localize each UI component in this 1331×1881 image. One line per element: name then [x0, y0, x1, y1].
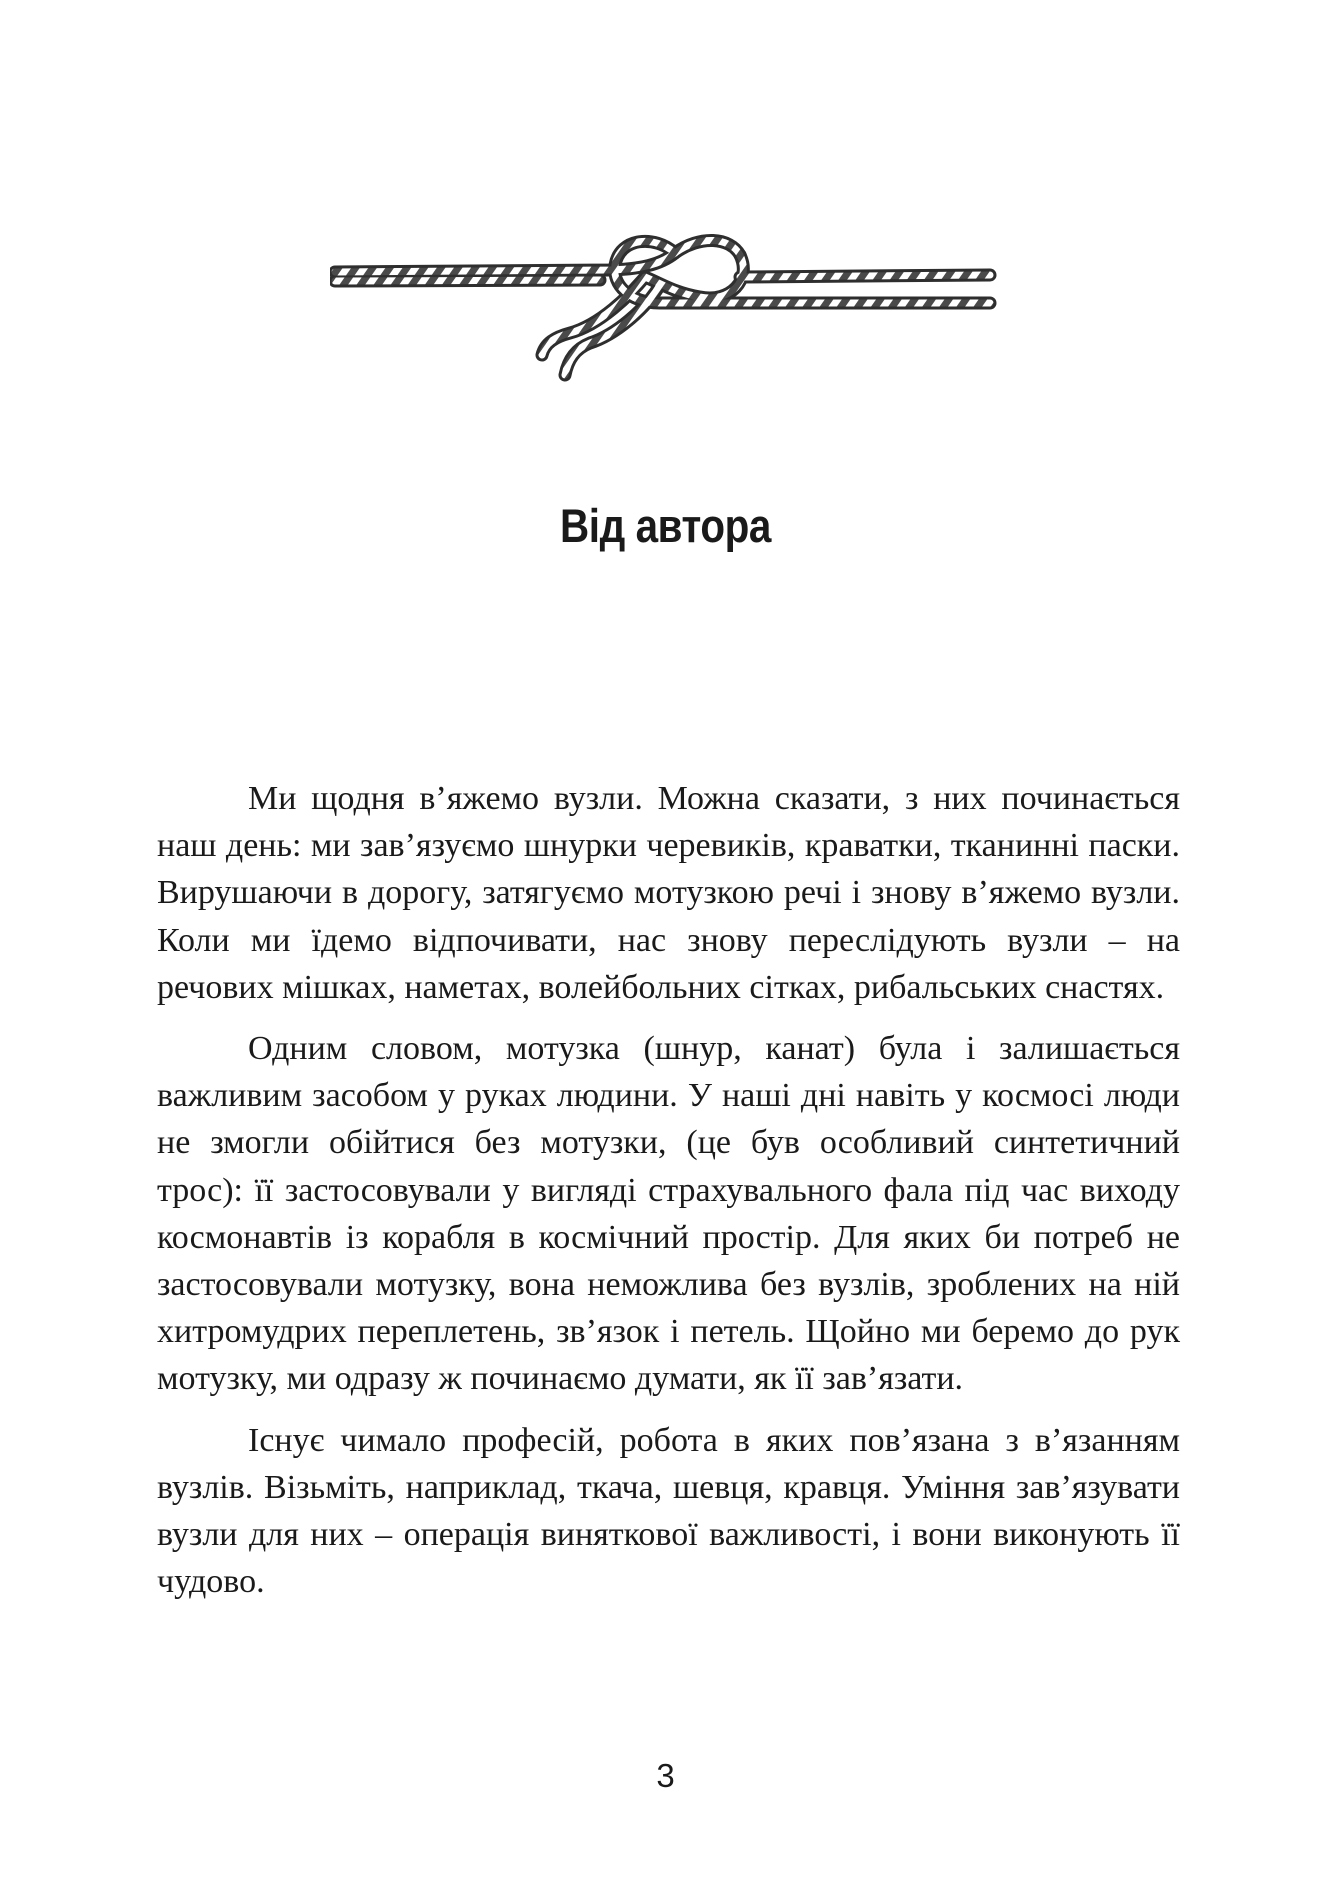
paragraph: Одним словом, мотузка (шнур, канат) була і залишається важливим засобом у руках людини. У наші дні навіть у космосі люди не змогли обійтися без мотузки, (це був особливий синтетичний трос): її застосовували у вигляді страхувального фала під час виходу космонавтів із корабля в космічний простір. Для яких би потреб не застосовували мотузку, вона неможлива без вузлів, зроблених на ній хитромудрих переплетень, зв’язок і петель. Щойно ми беремо до рук мотузку, ми одразу ж починаємо думати, як її зав’язати. [157, 1030, 1180, 1398]
knot-illustration [330, 225, 1000, 385]
body-text [157, 775, 1180, 1619]
page-title: Від автора [560, 499, 771, 552]
paragraph: Існує чимало професій, робота в яких пов’язана з в’язанням вузлів. Візьміть, наприклад, ткача, шевця, кравця. Уміння зав’язувати вузли для них – операція виняткової важливості, і вони виконують її чудово. [157, 1421, 1180, 1601]
paragraph: Ми щодня в’яжемо вузли. Можна сказати, з них починається наш день: ми зав’язуємо шнурки черевиків, краватки, тканинні паски. Вирушаючи в дорогу, затягуємо мотузкою речі і знову в’яжемо вузли. Коли ми їдемо відпочивати, нас знову переслідують вузли – на речових мішках, наметах, волейбольних сітках, рибальських снастях. [157, 780, 1180, 1006]
reef-knot-icon [330, 225, 1000, 385]
page-number: 3 [656, 1757, 675, 1794]
